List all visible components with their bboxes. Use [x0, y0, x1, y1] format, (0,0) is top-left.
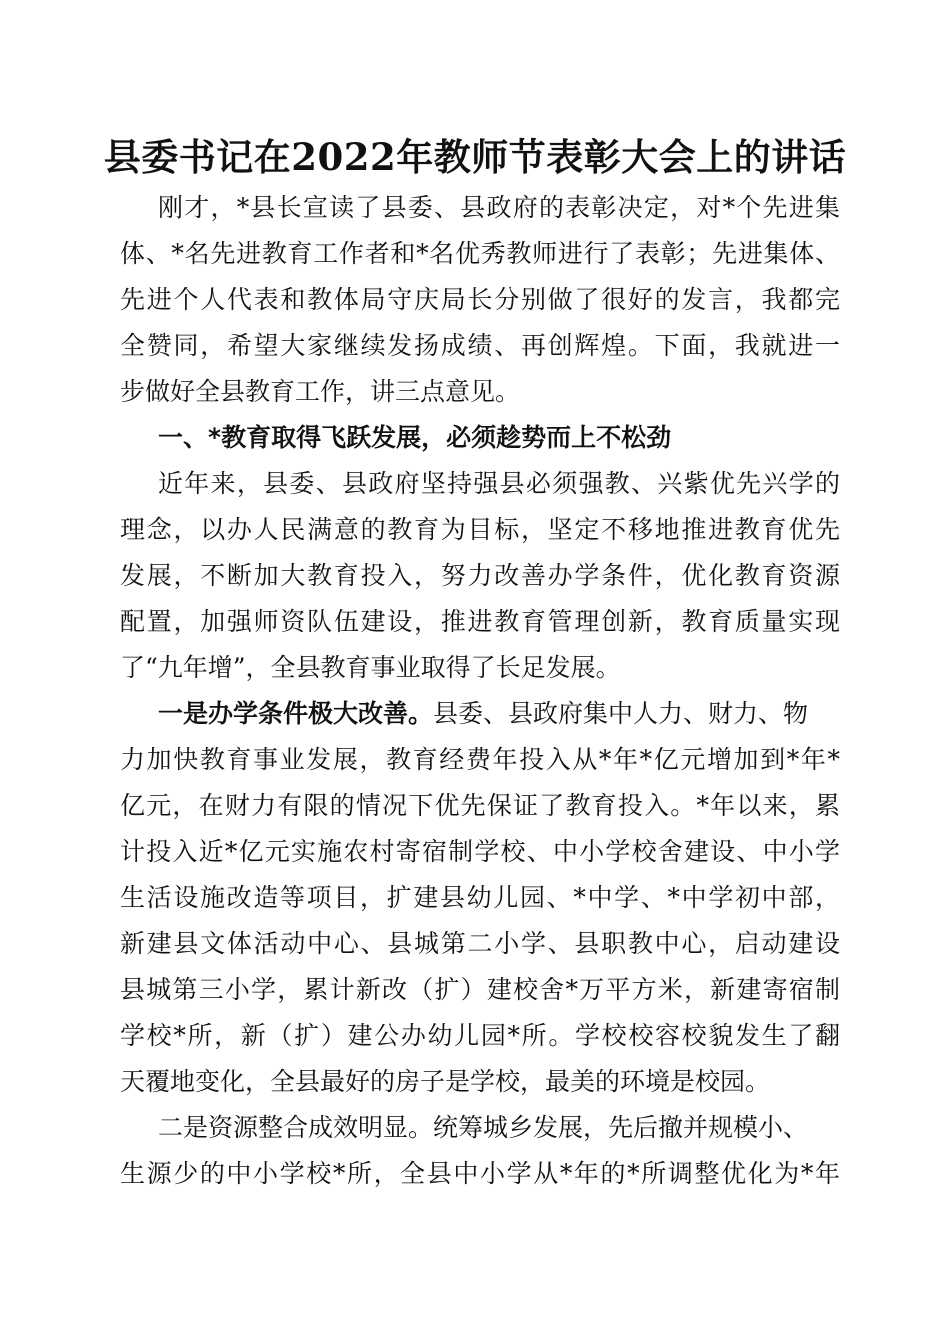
paragraph-line: 配置，加强师资队伍建设，推进教育管理创新，教育质量实现: [120, 607, 840, 636]
paragraph-line: 计投入近*亿元实施农村寄宿制学校、中小学校舍建设、中小学: [120, 837, 840, 866]
document-title: 县委书记在2022年教师节表彰大会上的讲话: [103, 135, 847, 179]
paragraph-text: 统筹城乡发展，先后撤并规模小、: [433, 1113, 809, 1142]
paragraph-line: 了“九年增”，全县教育事业取得了长足发展。: [120, 653, 621, 682]
paragraph-line: 天覆地变化，全县最好的房子是学校，最美的环境是校园。: [120, 1067, 771, 1096]
paragraph-line: 生活设施改造等项目，扩建县幼儿园、*中学、*中学初中部，: [120, 883, 840, 912]
paragraph-line: 新建县文体活动中心、县城第二小学、县职教中心，启动建设: [120, 929, 840, 958]
paragraph-line: 先进个人代表和教体局守庆局长分别做了很好的发言，我都完: [120, 285, 840, 314]
paragraph-line: [158, 1105, 840, 1151]
paragraph-lead: 一是办学条件极大改善。: [158, 699, 434, 728]
paragraph-lead: 二是资源整合成效明显。: [158, 1113, 434, 1142]
paragraph-line: 亿元，在财力有限的情况下优先保证了教育投入。*年以来，累: [120, 791, 840, 820]
paragraph-line: [158, 691, 840, 737]
paragraph-line: 县城第三小学，累计新改（扩）建校舍*万平方米，新建寄宿制: [120, 975, 840, 1004]
paragraph-line: 理念，以办人民满意的教育为目标，坚定不移地推进教育优先: [120, 515, 840, 544]
section-heading: 一、*教育取得飞跃发展，必须趁势而上不松劲: [158, 423, 672, 452]
paragraph-line: 学校*所，新（扩）建公办幼儿园*所。学校校容校貌发生了翻: [120, 1021, 840, 1050]
paragraph-line: 近年来，县委、县政府坚持强县必须强教、兴紫优先兴学的: [158, 469, 840, 498]
paragraph-line: 发展，不断加大教育投入，努力改善办学条件，优化教育资源: [120, 561, 840, 590]
paragraph-line: 体、*名先进教育工作者和*名优秀教师进行了表彰；先进集体、: [120, 239, 840, 268]
paragraph-text: 县委、县政府集中人力、财力、物: [433, 699, 809, 728]
paragraph-line: 力加快教育事业发展，教育经费年投入从*年*亿元增加到*年*: [120, 745, 840, 774]
paragraph-line: 全赞同，希望大家继续发扬成绩、再创辉煌。下面，我就进一: [120, 331, 840, 360]
paragraph-line: 刚才，*县长宣读了县委、县政府的表彰决定，对*个先进集: [158, 193, 840, 222]
paragraph-line: 生源少的中小学校*所，全县中小学从*年的*所调整优化为*年: [120, 1159, 840, 1188]
paragraph-line: 步做好全县教育工作，讲三点意见。: [120, 377, 521, 406]
